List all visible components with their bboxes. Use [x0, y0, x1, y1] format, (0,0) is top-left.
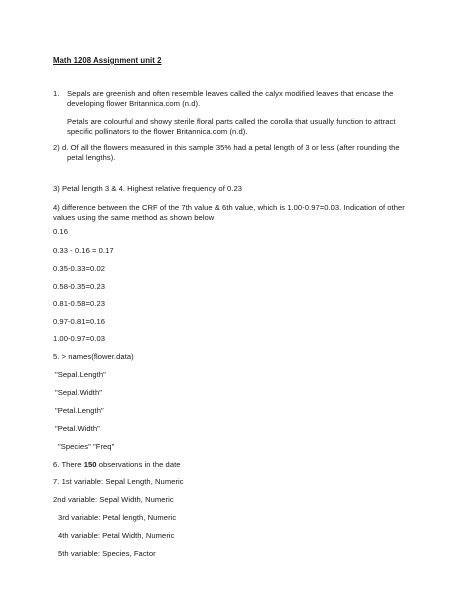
- variable-name: "Sepal.Width": [55, 388, 102, 397]
- item-6-prefix: 6. There: [53, 460, 84, 469]
- document-title: Math 1208 Assignment unit 2: [53, 56, 162, 65]
- value-line: 0.97-0.81=0.16: [53, 317, 106, 326]
- item-6: [53, 460, 181, 469]
- variable-description: 2nd variable: Sepal Width, Numeric: [53, 495, 174, 504]
- variable-name: "Petal.Width": [55, 424, 100, 433]
- variable-name: "Petal.Length": [55, 406, 104, 415]
- item-2-line-2: petal lengths).: [67, 153, 116, 162]
- observation-count: 150: [83, 460, 97, 469]
- variable-name: "Sepal.Length": [55, 370, 106, 379]
- value-line: 0.35-0.33=0.02: [53, 264, 106, 273]
- value-line: 0.16: [53, 227, 68, 236]
- variable-description: 4th variable: Petal Width, Numeric: [58, 531, 175, 540]
- item-2-line-1: 2) d. Of all the flowers measured in this sample 35% had a petal length of 3 or less (after rounding the: [53, 143, 400, 152]
- item-1-line-4: specific pollinators to the flower Britannica.com (n.d).: [67, 127, 248, 136]
- item-4-line-1: 4) difference between the CRF of the 7th value & 6th value, which is 1.00-0.97=0.03. Indication of other: [53, 203, 405, 212]
- variable-name: "Species" "Freq": [58, 442, 115, 451]
- value-line: 0.33 - 0.16 = 0.17: [53, 246, 114, 255]
- item-4-line-2: values using the same method as shown below: [53, 213, 215, 222]
- variable-description: 7. 1st variable: Sepal Length, Numeric: [53, 477, 184, 486]
- value-line: 0.58-0.35=0.23: [53, 282, 106, 291]
- item-1-number: 1.: [53, 89, 60, 98]
- item-1-line-3: Petals are colourful and showy sterile floral parts called the corolla that usually function to attract: [67, 117, 396, 126]
- item-6-suffix: observations in the date: [96, 460, 181, 469]
- value-line: 0.81-0.58=0.23: [53, 299, 106, 308]
- variable-description: 3rd variable: Petal length, Numeric: [58, 513, 177, 522]
- item-3: 3) Petal length 3 & 4. Highest relative frequency of 0.23: [53, 184, 243, 193]
- item-5: 5. > names(flower.data): [53, 352, 134, 361]
- variable-description: 5th variable: Species, Factor: [58, 549, 156, 558]
- item-1-line-2: developing flower Britannica.com (n.d).: [67, 99, 201, 108]
- item-1-line-1: Sepals are greenish and often resemble leaves called the calyx modified leaves that encase the: [67, 89, 394, 98]
- value-line: 1.00-0.97=0.03: [53, 334, 106, 343]
